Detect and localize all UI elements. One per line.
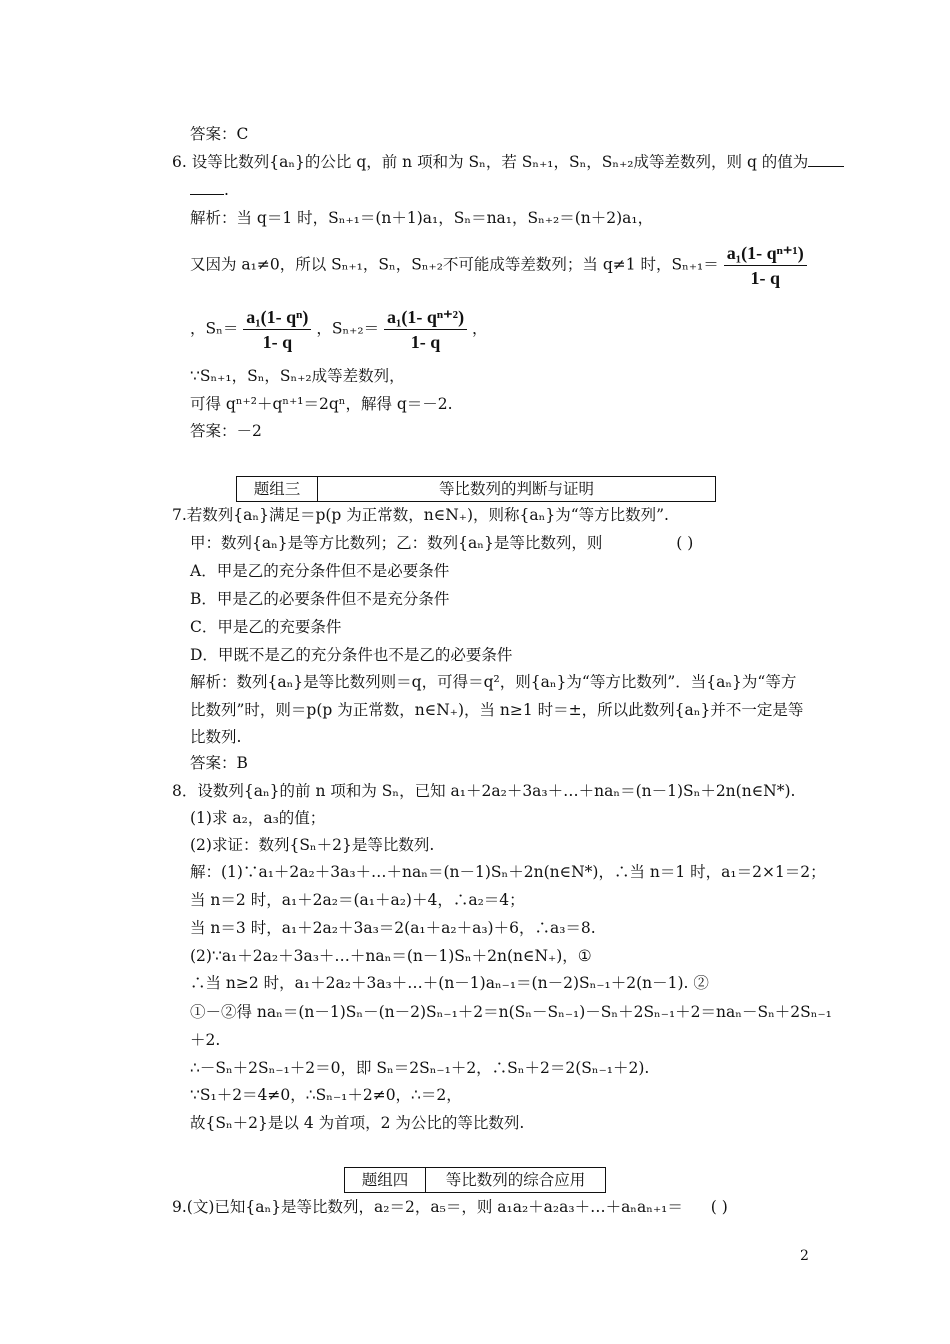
fraction-s-n: [243, 306, 311, 353]
q8-solution-line5: ∴当 n≥2 时，a₁＋2a₂＋3a₃＋…＋(n－1)aₙ₋₁＝(n－2)Sₙ₋₁＋2(n－1). ②: [190, 974, 709, 992]
q8-solution-line2: 当 n＝2 时，a₁＋2a₂＝(a₁＋a₂)＋4，∴a₂＝4；: [190, 891, 525, 909]
q6-line2-text: 又因为 a₁≠0，所以 Sₙ₊₁，Sₙ，Sₙ₊₂不可能成等差数列；当 q≠1 时，Sₙ₊₁＝: [190, 255, 719, 274]
group-title: 等比数列的判断与证明: [438, 480, 594, 498]
q7-solution-line1: 解析：数列{aₙ}是等比数列则＝q，可得＝q²，则{aₙ}为“等方比数列”．当{aₙ}为“等方: [190, 673, 797, 691]
q9-stem-text: 9.(文)已知{aₙ}是等比数列，a₂＝2，a₅＝，则 a₁a₂＋a₂a₃＋…＋aₙaₙ₊₁＝: [172, 1198, 683, 1216]
q7-solution-line3: 比数列.: [190, 728, 242, 746]
fraction-s-n-plus-2: [384, 306, 467, 353]
q7-option-b: B．甲是乙的必要条件但不是充分条件: [190, 590, 450, 608]
q8-part2: (2)求证：数列{Sₙ＋2}是等比数列.: [190, 836, 435, 854]
q6-line3-b: ，Sₙ₊₂＝: [316, 319, 380, 338]
q6-stem: [172, 152, 844, 172]
fraction-numerator: a₁(1- qⁿ): [243, 306, 311, 330]
q6-line3-a: ，Sₙ＝: [190, 319, 239, 338]
fraction-denominator: 1- q: [410, 332, 441, 352]
answer-paren: ( ): [676, 534, 694, 552]
q7-option-d: D．甲既不是乙的充分条件也不是乙的必要条件: [190, 646, 513, 664]
q6-stem-text: 6. 设等比数列{aₙ}的公比 q，前 n 项和为 Sₙ，若 Sₙ₊₁，Sₙ，Sₙ₊₂成等差数列，则 q 的值为: [172, 153, 809, 171]
q8-solution-line6: ①－②得 naₙ＝(n－1)Sₙ－(n－2)Sₙ₋₁＋2＝n(Sₙ－Sₙ₋₁)－Sₙ＋2Sₙ₋₁＋2＝naₙ－Sₙ＋2Sₙ₋₁: [190, 1003, 832, 1021]
q8-solution-line8: ∴－Sₙ＋2Sₙ₋₁＋2＝0，即 Sₙ＝2Sₙ₋₁＋2，∴Sₙ＋2＝2(Sₙ₋₁＋2).: [190, 1059, 650, 1077]
section-header-group4: [344, 1167, 606, 1193]
q7-answer: 答案：B: [190, 754, 248, 772]
fraction-numerator: a₁(1- qⁿ⁺²): [384, 306, 467, 330]
q7-line2: [190, 533, 693, 553]
page-number: 2: [800, 1248, 809, 1264]
q8-solution-line10: 故{Sₙ＋2}是以 4 为首项，2 为公比的等比数列.: [190, 1114, 525, 1132]
answer-blank-continued: [190, 180, 224, 195]
q6-blank-line: [190, 180, 229, 200]
q7-option-a: A．甲是乙的充分条件但不是必要条件: [190, 562, 450, 580]
q6-solution-line5: 可得 qⁿ⁺²＋qⁿ⁺¹＝2qⁿ，解得 q＝－2.: [190, 395, 453, 413]
q8-solution-line9: ∵S₁＋2＝4≠0，∴Sₙ₋₁＋2≠0，∴＝2，: [190, 1086, 462, 1104]
q6-line3-c: ，: [472, 319, 488, 338]
q6-solution-line2: [190, 242, 807, 289]
q8-solution-line3: 当 n＝3 时，a₁＋2a₂＋3a₃＝2(a₁＋a₂＋a₃)＋6，∴a₃＝8.: [190, 919, 596, 937]
q8-part1: (1)求 a₂，a₃的值；: [190, 809, 326, 827]
section-header-group3: [236, 476, 716, 502]
q8-solution-line4: (2)∵a₁＋2a₂＋3a₃＋…＋naₙ＝(n－1)Sₙ＋2n(n∈N₊)，①: [190, 947, 592, 965]
group-label: 题组四: [345, 1168, 426, 1192]
q6-solution-line3: [190, 306, 488, 353]
answer-blank: [808, 152, 844, 167]
q6-solution-line1: 解析：当 q＝1 时，Sₙ₊₁＝(n＋1)a₁，Sₙ＝na₁，Sₙ₊₂＝(n＋2)a₁，: [190, 209, 654, 227]
fraction-denominator: 1- q: [262, 332, 293, 352]
q7-line2-text: 甲：数列{aₙ}是等方比数列；乙：数列{aₙ}是等比数列，则: [190, 534, 603, 552]
fraction-numerator: a₁(1- qⁿ⁺¹): [724, 242, 807, 266]
blank-end: .: [224, 181, 229, 199]
q8-stem: 8．设数列{aₙ}的前 n 项和为 Sₙ，已知 a₁＋2a₂＋3a₃＋…＋naₙ＝(n－1)Sₙ＋2n(n∈N*).: [172, 782, 796, 800]
fraction-denominator: 1- q: [750, 268, 780, 288]
group-title: 等比数列的综合应用: [445, 1171, 586, 1189]
q8-solution-line1: 解：(1)∵a₁＋2a₂＋3a₃＋…＋naₙ＝(n－1)Sₙ＋2n(n∈N*)，∴当 n＝1 时，a₁＝2×1＝2；: [190, 863, 826, 881]
q8-solution-line7: ＋2.: [190, 1031, 221, 1049]
group-label: 题组三: [237, 477, 318, 501]
q6-solution-line4: ∵Sₙ₊₁，Sₙ，Sₙ₊₂成等差数列，: [190, 367, 405, 385]
q7-option-c: C．甲是乙的充要条件: [190, 618, 342, 636]
answer-paren: ( ): [710, 1198, 728, 1216]
q5-answer: 答案：C: [190, 125, 249, 143]
fraction-s-n-plus-1: [724, 242, 807, 289]
q7-solution-line2: 比数列”时，则＝p(p 为正常数，n∈N₊)，当 n≥1 时＝±，所以此数列{aₙ}并不一定是等: [190, 701, 804, 719]
q7-stem: 7.若数列{aₙ}满足＝p(p 为正常数，n∈N₊)，则称{aₙ}为“等方比数列”.: [172, 506, 669, 524]
q9-stem: [172, 1197, 728, 1217]
q6-answer: 答案：－2: [190, 422, 262, 440]
